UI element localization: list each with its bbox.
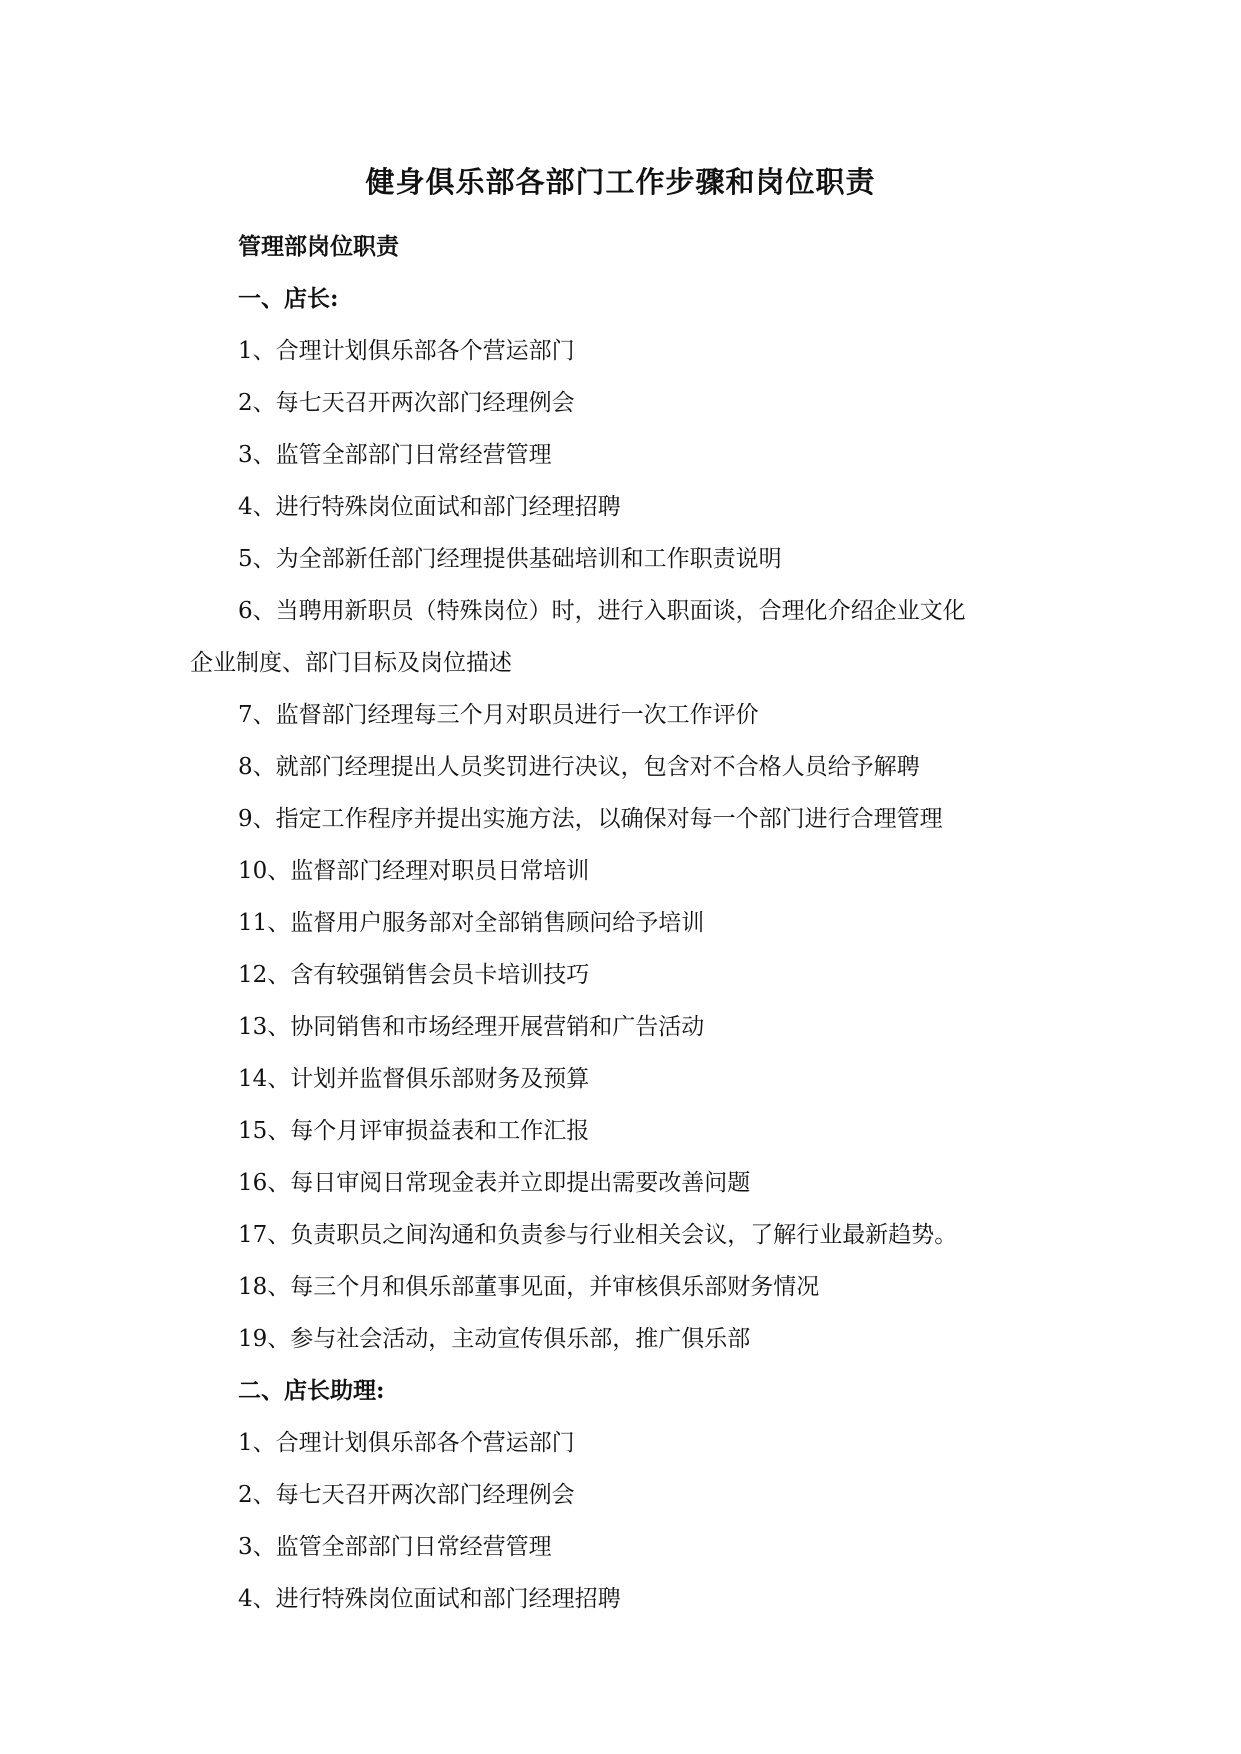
part-heading-store-manager: 一、店长: [238,285,339,312]
list-item: 8、就部门经理提出人员奖罚进行决议，包含对不合格人员给予解聘 [238,754,920,780]
list-item: 7、监督部门经理每三个月对职员进行一次工作评价 [238,702,759,728]
document-body [190,221,1070,1625]
list-item: 15、每个月评审损益表和工作汇报 [238,1118,590,1144]
section-heading: 管理部岗位职责 [238,233,399,260]
list-item: 16、每日审阅日常现金表并立即提出需要改善问题 [238,1170,751,1196]
list-item: 9、指定工作程序并提出实施方法，以确保对每一个部门进行合理管理 [238,806,943,832]
list-item-continuation: 企业制度、部门目标及岗位描述 [190,650,512,676]
list-item: 6、当聘用新职员（特殊岗位）时，进行入职面谈，合理化介绍企业文化 [238,598,966,624]
list-item: 10、监督部门经理对职员日常培训 [238,858,590,884]
list-item: 17、负责职员之间沟通和负责参与行业相关会议，了解行业最新趋势。 [238,1222,958,1248]
list-item: 14、计划并监督俱乐部财务及预算 [238,1066,590,1092]
document-title: 健身俱乐部各部门工作步骤和岗位职责 [365,165,876,199]
list-item: 13、协同销售和市场经理开展营销和广告活动 [238,1014,705,1040]
list-item: 12、含有较强销售会员卡培训技巧 [238,962,590,988]
list-item: 1、合理计划俱乐部各个营运部门 [238,338,575,364]
list-item: 18、每三个月和俱乐部董事见面，并审核俱乐部财务情况 [238,1274,820,1300]
list-item: 11、监督用户服务部对全部销售顾问给予培训 [238,910,705,936]
list-item: 19、参与社会活动，主动宣传俱乐部，推广俱乐部 [238,1326,751,1352]
list-item: 5、为全部新任部门经理提供基础培训和工作职责说明 [238,546,782,572]
list-item: 1、合理计划俱乐部各个营运部门 [238,1430,575,1456]
list-item: 2、每七天召开两次部门经理例会 [238,390,575,416]
list-item: 4、进行特殊岗位面试和部门经理招聘 [238,1586,621,1612]
list-item: 2、每七天召开两次部门经理例会 [238,1482,575,1508]
list-item: 3、监管全部部门日常经营管理 [238,1534,552,1560]
list-item: 3、监管全部部门日常经营管理 [238,442,552,468]
part-heading-assistant-manager: 二、店长助理: [238,1377,385,1404]
list-item: 4、进行特殊岗位面试和部门经理招聘 [238,494,621,520]
